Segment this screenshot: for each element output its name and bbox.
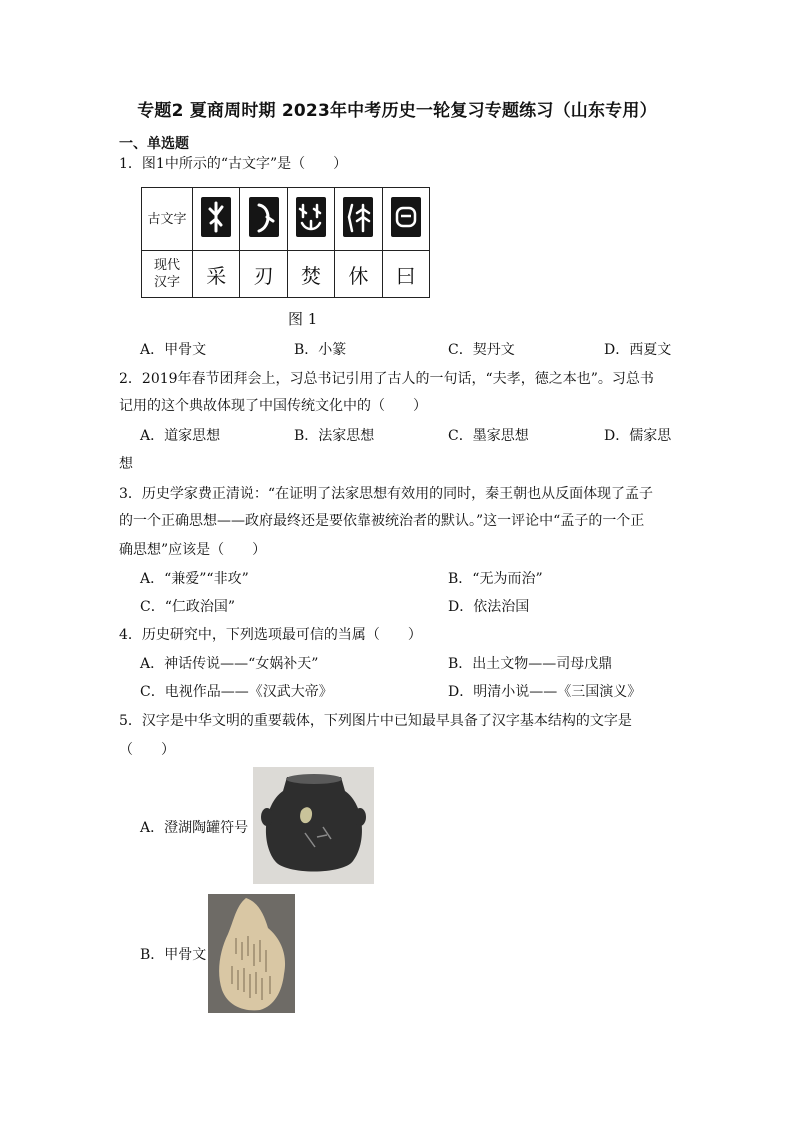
section-heading: 一、单选题 [119, 136, 189, 152]
q5-stem: 5．汉字是中华文明的重要载体，下列图片中已知最早具备了汉字基本结构的文字是 [119, 713, 632, 729]
ancient-glyph-cell [335, 188, 382, 251]
q2-option-a[interactable]: A．道家思想 [140, 428, 221, 444]
q3-option-c[interactable]: C．“仁政治国” [140, 599, 236, 615]
ancient-glyph-cell [240, 188, 287, 251]
q2-stem-line-2: 记用的这个典故体现了中国传统文化中的（ ） [119, 398, 427, 414]
figure-caption: 图 1 [288, 310, 318, 328]
q3-stem-line-2: 的一个正确思想——政府最终还是要依靠被统治者的默认。”这一评论中“孟子的一个正 [119, 513, 645, 529]
ancient-glyph-cell [382, 188, 429, 251]
modern-char: 采 [193, 251, 240, 298]
q4-option-a[interactable]: A．神话传说——“女娲补天” [140, 656, 319, 672]
modern-char: 焚 [287, 251, 334, 298]
q2-option-c[interactable]: C．墨家思想 [448, 428, 529, 444]
modern-char: 休 [335, 251, 382, 298]
ancient-glyph-fen [296, 197, 326, 237]
ancient-glyph-cell [193, 188, 240, 251]
q3-option-a[interactable]: A．“兼爱”“非攻” [140, 571, 249, 587]
q1-option-d[interactable]: D．西夏文 [604, 342, 672, 358]
modern-char: 刃 [240, 251, 287, 298]
q3-option-d[interactable]: D．依法治国 [448, 599, 530, 615]
q4-stem: 4．历史研究中，下列选项最可信的当属（ ） [119, 627, 422, 643]
modern-header: 现代 汉字 [142, 251, 193, 298]
q4-option-b[interactable]: B．出土文物——司母戊鼎 [448, 656, 613, 672]
q1-option-a[interactable]: A．甲骨文 [140, 342, 207, 358]
ancient-header: 古文字 [142, 188, 193, 251]
q3-stem-line-3: 确思想”应该是（ ） [119, 542, 267, 558]
q2-option-d-wrap: 想 [119, 456, 133, 472]
ancient-glyph-cai [201, 197, 231, 237]
q4-option-c[interactable]: C．电视作品——《汉武大帝》 [140, 684, 333, 700]
pottery-jar-image [253, 767, 374, 884]
q5-option-b[interactable]: B．甲骨文 [140, 947, 207, 963]
q4-option-d[interactable]: D．明清小说——《三国演义》 [448, 684, 642, 700]
ancient-glyph-cell [287, 188, 334, 251]
oracle-bone-image [208, 894, 295, 1013]
q1-stem: 1．图1中所示的“古文字”是（ ） [119, 156, 348, 172]
q2-option-b[interactable]: B．法家思想 [294, 428, 375, 444]
q5-paren: （ ） [119, 742, 175, 758]
q5-option-a[interactable]: A．澄湖陶罐符号 [140, 820, 249, 836]
page-title: 专题2 夏商周时期 2023年中考历史一轮复习专题练习（山东专用） [137, 101, 657, 121]
q2-option-d[interactable]: D．儒家思 [604, 428, 672, 444]
q3-stem-line-1: 3．历史学家费正清说：“在证明了法家思想有效用的同时，秦王朝也从反面体现了孟子 [119, 486, 654, 502]
ancient-glyph-xiu [343, 197, 373, 237]
ancient-glyph-yue [391, 197, 421, 237]
glyph-table [141, 187, 430, 298]
q1-option-b[interactable]: B．小篆 [294, 342, 347, 358]
q1-option-c[interactable]: C．契丹文 [448, 342, 515, 358]
q3-option-b[interactable]: B．“无为而治” [448, 571, 543, 587]
q2-stem-line-1: 2．2019年春节团拜会上，习总书记引用了古人的一句话，“夫孝，德之本也”。习总书 [119, 371, 654, 387]
modern-char: 曰 [382, 251, 429, 298]
ancient-glyph-ren [249, 197, 279, 237]
